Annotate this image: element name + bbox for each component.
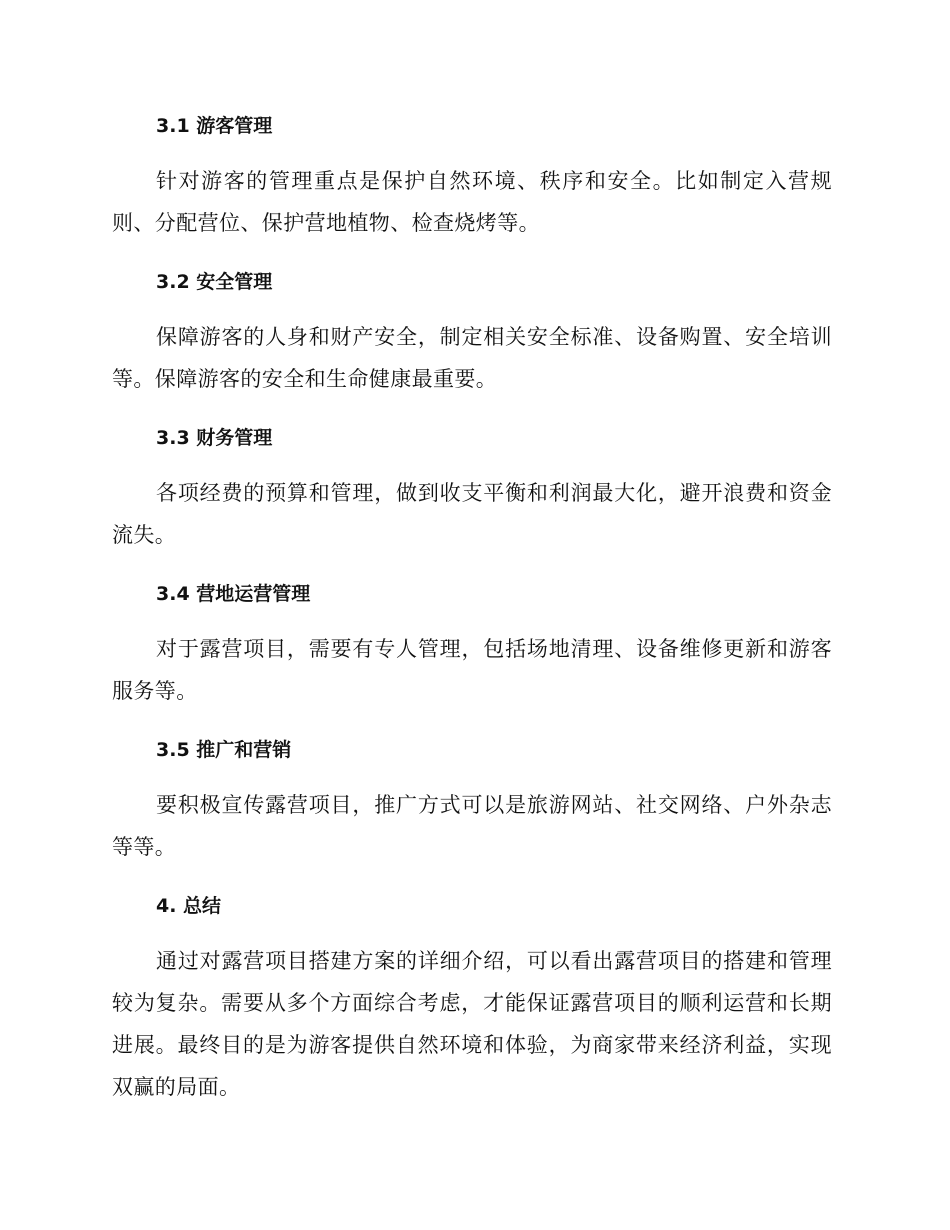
section-heading-3-1: 3.1 游客管理	[156, 115, 273, 137]
section-heading-4: 4. 总结	[156, 895, 222, 917]
section-paragraph-3-3: 各项经费的预算和管理，做到收支平衡和利润最大化，避开浪费和资金流失。	[112, 481, 832, 547]
section-paragraph-4: 通过对露营项目搭建方案的详细介绍，可以看出露营项目的搭建和管理较为复杂。需要从多个方面综合考虑，才能保证露营项目的顺利运营和长期进展。最终目的是为游客提供自然环境和体验，为商家带来经济利益，实现双赢的局面。	[112, 949, 832, 1099]
section-heading-3-4: 3.4 营地运营管理	[156, 583, 311, 605]
section-heading-3-3: 3.3 财务管理	[156, 427, 273, 449]
document-page	[112, 110, 832, 1108]
section-heading-3-2: 3.2 安全管理	[156, 271, 273, 293]
section-heading-3-5: 3.5 推广和营销	[156, 739, 292, 761]
section-paragraph-3-5: 要积极宣传露营项目，推广方式可以是旅游网站、社交网络、户外杂志等等。	[112, 793, 832, 859]
section-paragraph-3-2: 保障游客的人身和财产安全，制定相关安全标准、设备购置、安全培训等。保障游客的安全和生命健康最重要。	[112, 325, 832, 391]
section-paragraph-3-4: 对于露营项目，需要有专人管理，包括场地清理、设备维修更新和游客服务等。	[112, 637, 832, 703]
section-paragraph-3-1: 针对游客的管理重点是保护自然环境、秩序和安全。比如制定入营规则、分配营位、保护营地植物、检查烧烤等。	[112, 169, 832, 235]
